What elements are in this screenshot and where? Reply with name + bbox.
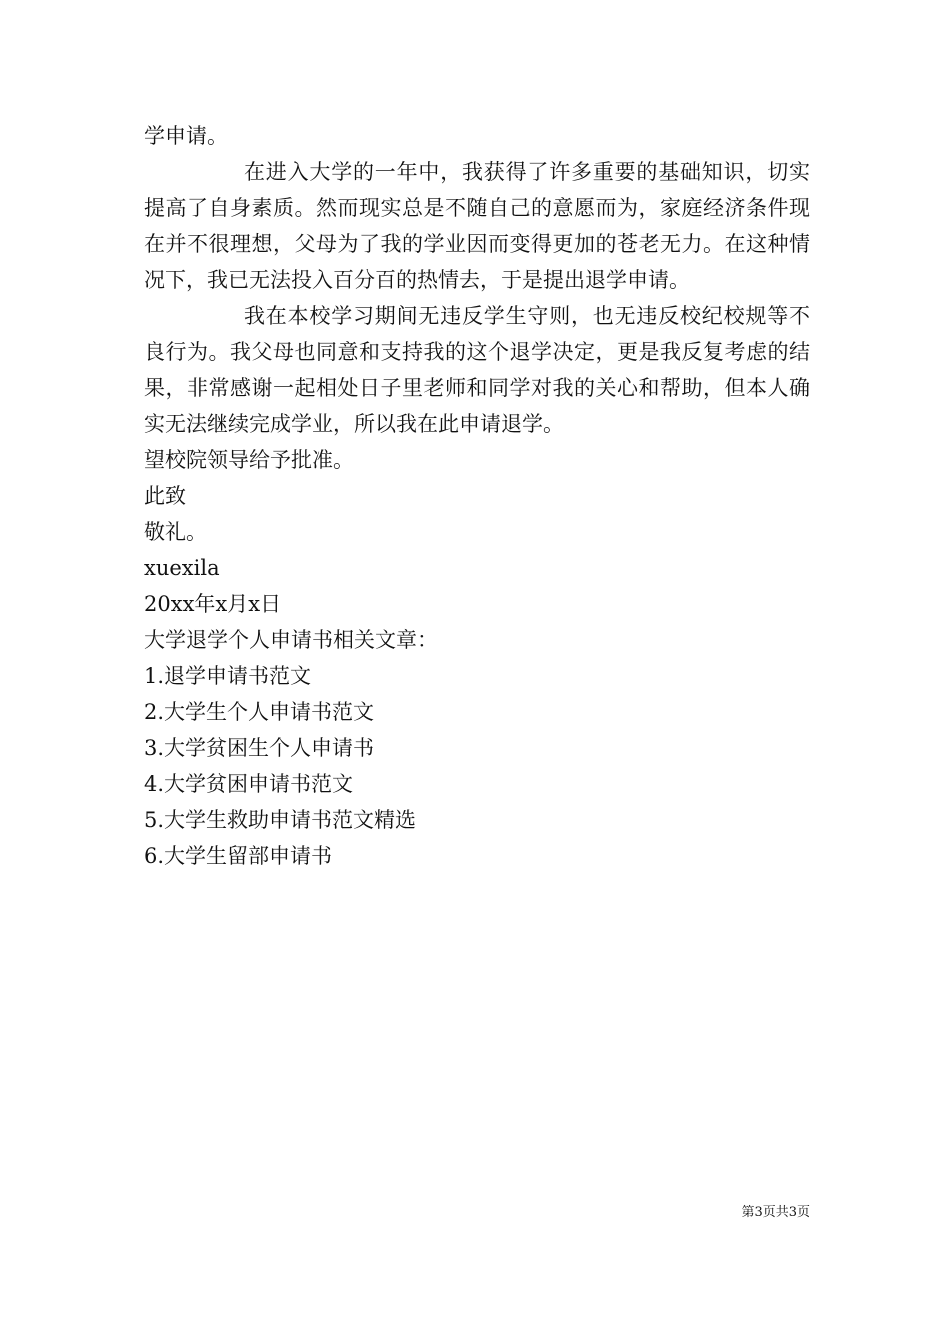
document-body — [144, 118, 810, 874]
closing-line-1: 此致 — [144, 484, 186, 508]
related-article-item: 4.大学贫困申请书范文 — [144, 772, 354, 796]
related-article-item: 1.退学申请书范文 — [144, 664, 312, 688]
related-article-item: 5.大学生救助申请书范文精选 — [144, 808, 417, 832]
related-articles-title: 大学退学个人申请书相关文章： — [144, 628, 438, 652]
closing-line-2: 敬礼。 — [144, 520, 207, 544]
signature: xuexila — [144, 556, 220, 580]
date-line: 20xx年x月x日 — [144, 592, 282, 616]
related-article-item: 6.大学生留部申请书 — [144, 844, 333, 868]
related-article-item: 3.大学贫困生个人申请书 — [144, 736, 375, 760]
page-number-footer: 第3页共3页 — [741, 1205, 810, 1220]
paragraph-study-experience: 在进入大学的一年中，我获得了许多重要的基础知识，切实提高了自身素质。然而现实总是不随自己的意愿而为，家庭经济条件现在并不很理想，父母为了我的学业因而变得更加的苍老无力。在这种情况下，我已无法投入百分百的热情去，于是提出退学申请。 — [144, 160, 810, 292]
related-article-item: 2.大学生个人申请书范文 — [144, 700, 375, 724]
request-line: 望校院领导给予批准。 — [144, 448, 354, 472]
paragraph-conduct: 我在本校学习期间无违反学生守则，也无违反校纪校规等不良行为。我父母也同意和支持我的这个退学决定，更是我反复考虑的结果，非常感谢一起相处日子里老师和同学对我的关心和帮助，但本人确实无法继续完成学业，所以我在此申请退学。 — [144, 304, 810, 436]
lead-line: 学申请。 — [144, 124, 228, 148]
